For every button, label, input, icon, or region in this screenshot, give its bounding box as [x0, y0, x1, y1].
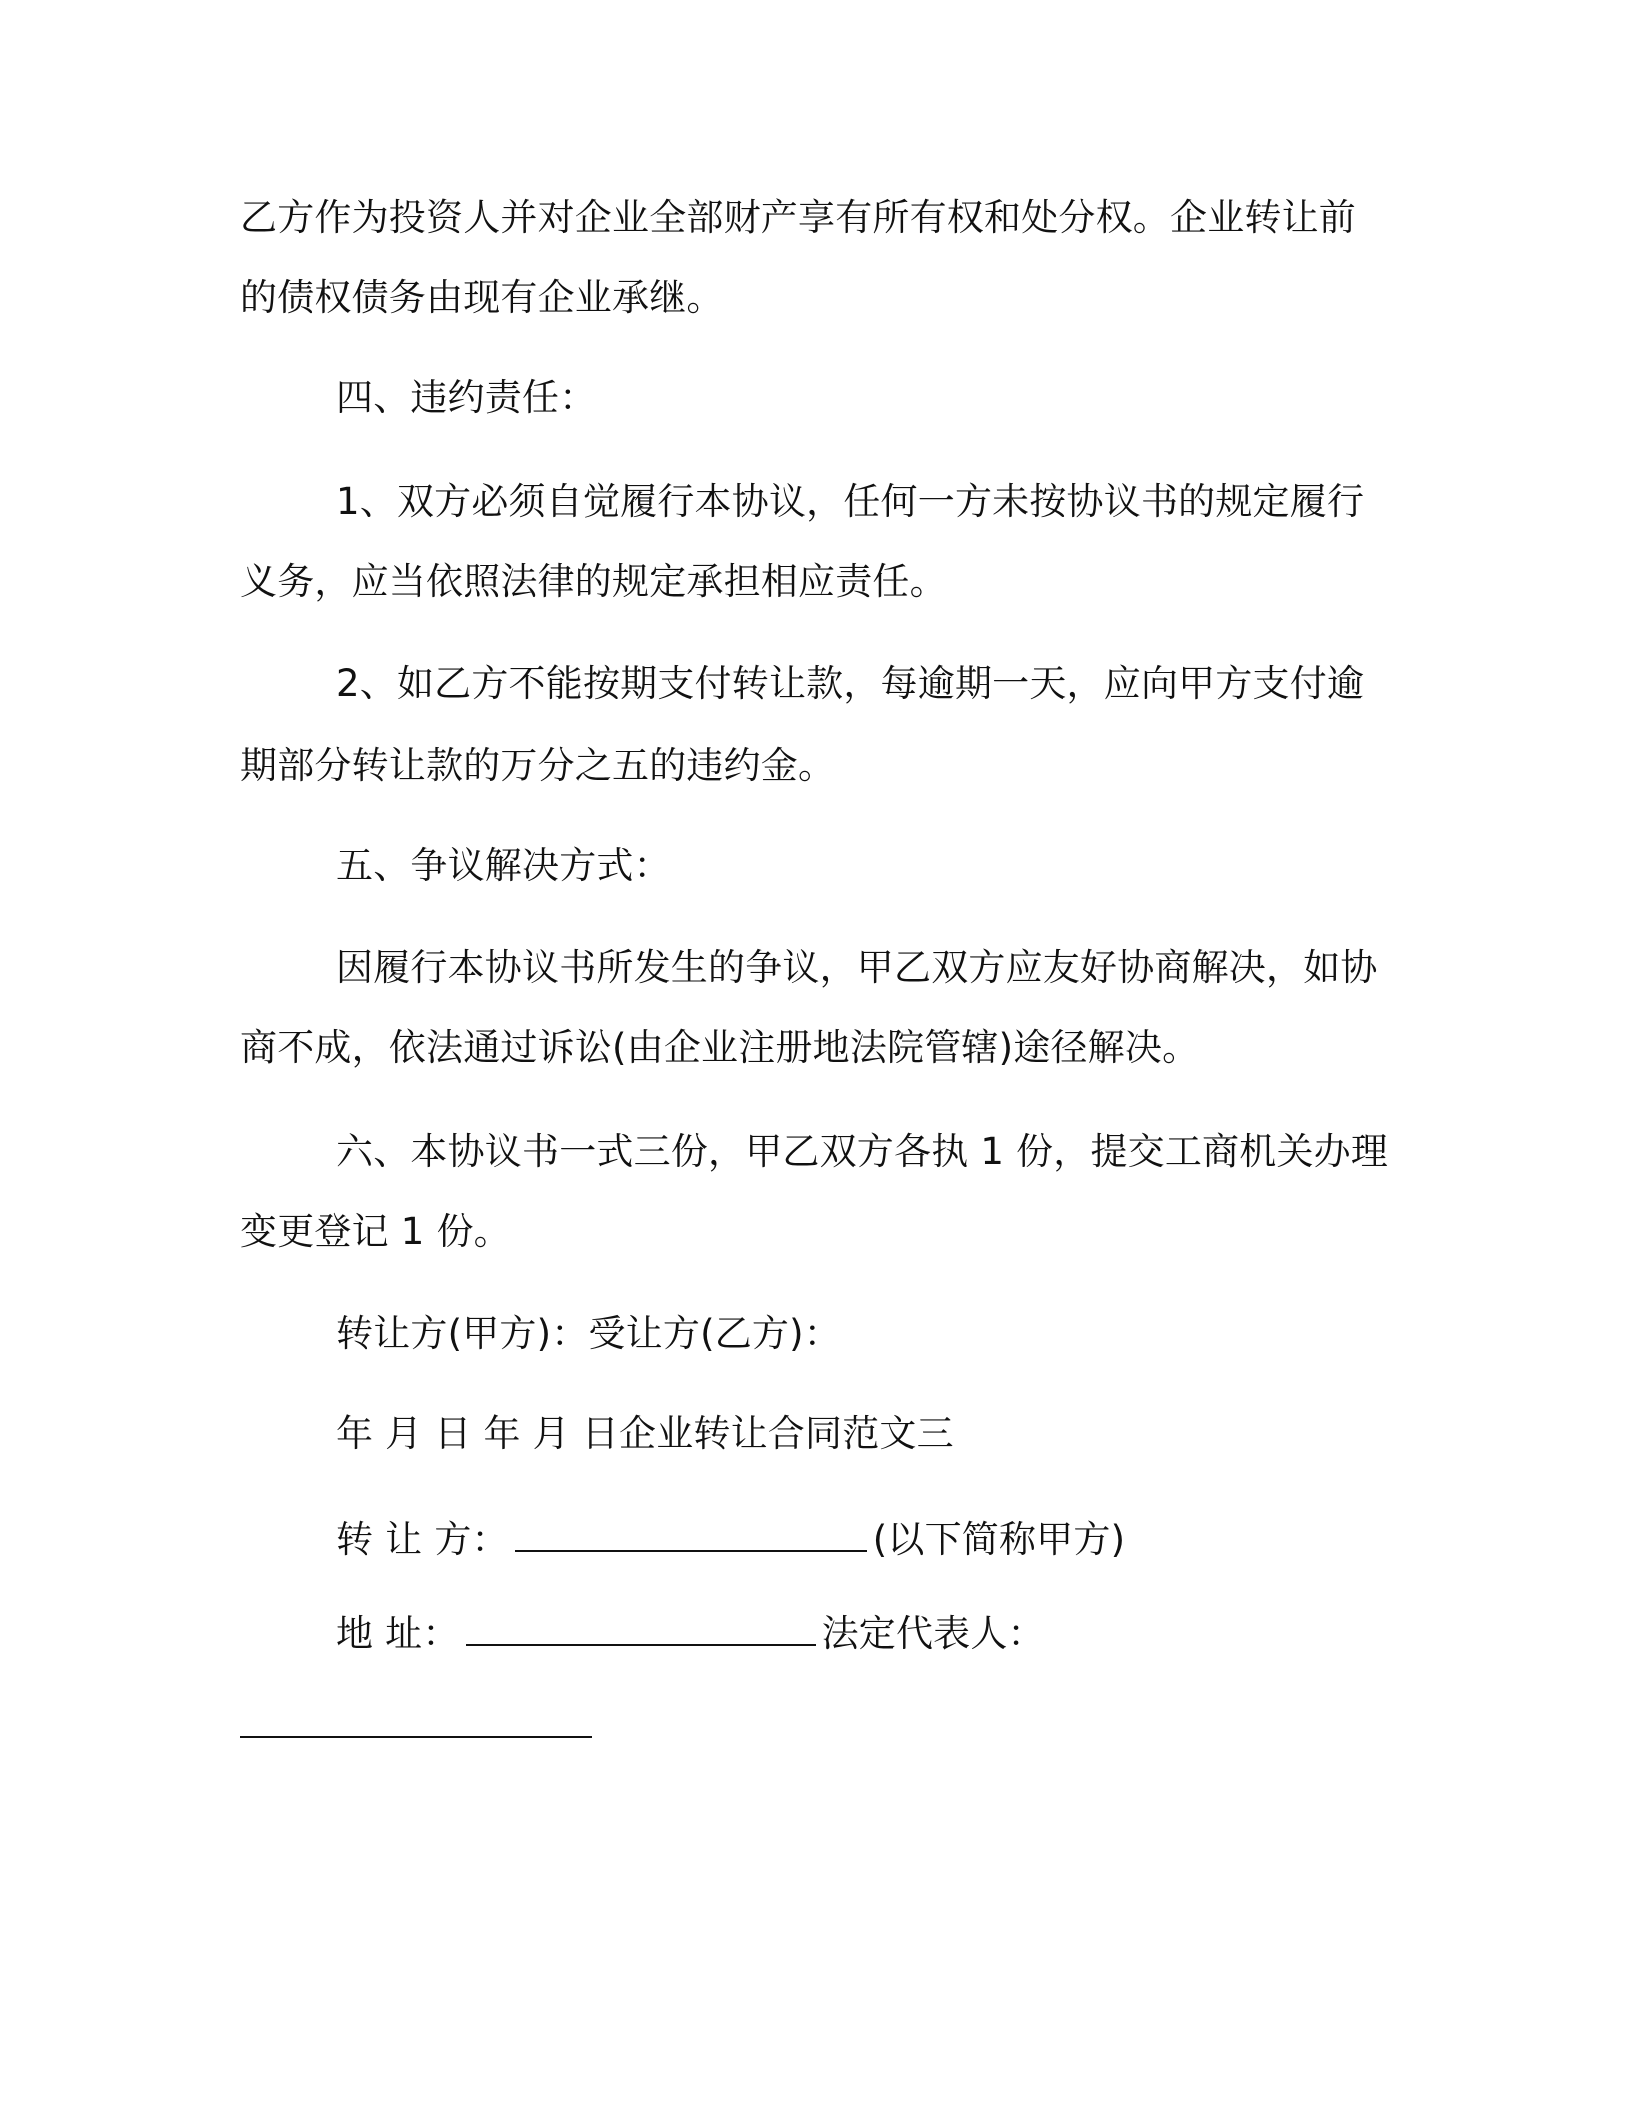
- paragraph-line: 六、本协议书一式三份，甲乙双方各执 1 份，提交工商机关办理: [336, 1130, 1389, 1173]
- paragraph-line: 2、如乙方不能按期支付转让款，每逾期一天，应向甲方支付逾: [336, 662, 1365, 705]
- section-heading-dispute: 五、争议解决方式：: [336, 844, 671, 887]
- paragraph-line: 因履行本协议书所发生的争议，甲乙双方应友好协商解决，如协: [336, 946, 1378, 989]
- address-label: 地 址：: [336, 1612, 460, 1655]
- date-line: 年 月 日 年 月 日企业转让合同范文三: [336, 1412, 954, 1455]
- paragraph-line: 的债权债务由现有企业承继。: [240, 276, 724, 319]
- transferor-label: 转 让 方：: [336, 1518, 509, 1561]
- paragraph-line: 期部分转让款的万分之五的违约金。: [240, 744, 836, 787]
- address-line: [336, 1610, 1045, 1658]
- legal-rep-label: 法定代表人：: [821, 1612, 1045, 1655]
- paragraph-line: 1、双方必须自觉履行本协议，任何一方未按协议书的规定履行: [336, 480, 1365, 523]
- paragraph-line: 商不成，依法通过诉讼(由企业注册地法院管辖)途径解决。: [240, 1026, 1200, 1069]
- paragraph-line: 变更登记 1 份。: [240, 1210, 511, 1253]
- address-blank[interactable]: [466, 1614, 816, 1646]
- paragraph-line: 义务，应当依照法律的规定承担相应责任。: [240, 560, 947, 603]
- transferor-blank[interactable]: [515, 1520, 867, 1552]
- transferor-suffix: (以下简称甲方): [872, 1518, 1126, 1561]
- legal-rep-blank[interactable]: [240, 1736, 592, 1738]
- transferor-line: [336, 1516, 1125, 1564]
- section-heading-breach: 四、违约责任：: [336, 376, 597, 419]
- paragraph-line: 乙方作为投资人并对企业全部财产享有所有权和处分权。企业转让前: [240, 196, 1356, 239]
- signature-parties-line: 转让方(甲方)：受让方(乙方)：: [336, 1312, 841, 1355]
